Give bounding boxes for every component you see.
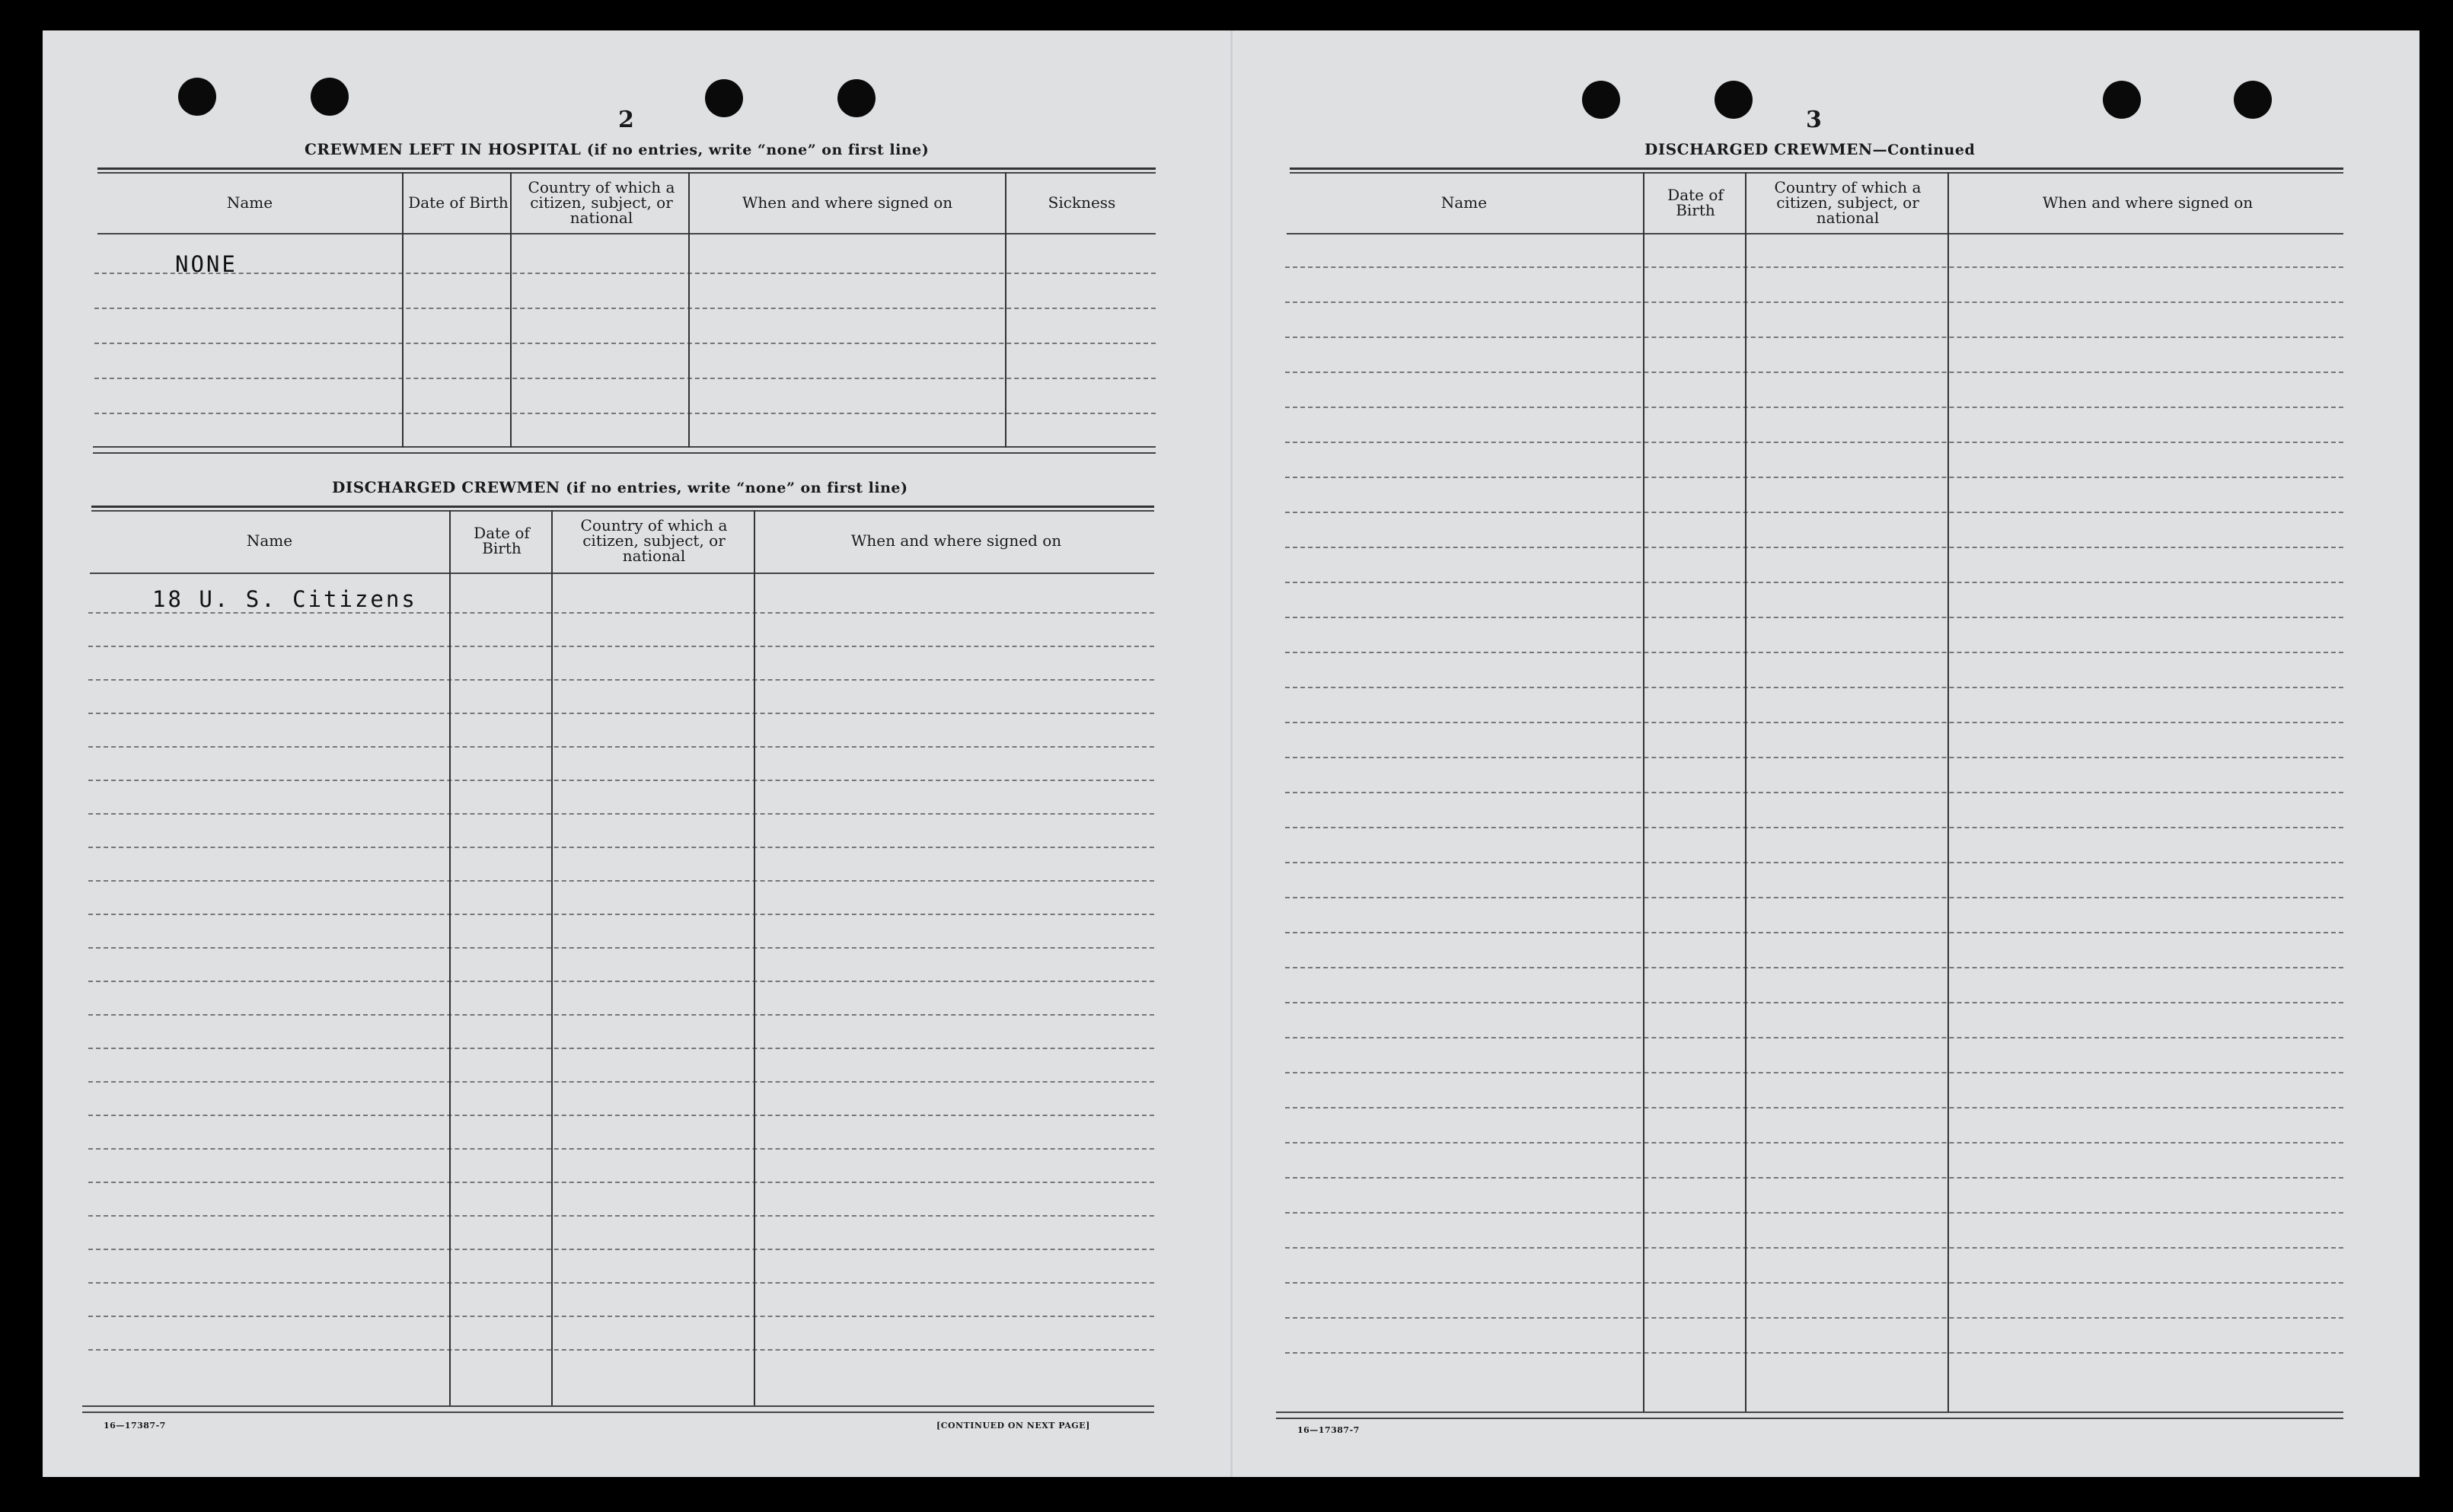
form-number: 16—17387-7 — [104, 1421, 166, 1431]
hospital-bottom-rule — [93, 446, 1156, 448]
hospital-top-rule — [97, 167, 1156, 170]
punch-hole — [837, 79, 876, 117]
hospital-title-text: CREWMEN LEFT IN HOSPITAL — [305, 140, 582, 158]
page-number: 3 — [1806, 107, 1822, 133]
right-col-dob: Date of Birth — [1667, 186, 1724, 219]
right-header-rule — [1287, 233, 2343, 234]
hospital-col-divider — [510, 172, 512, 448]
discharged-title-text: DISCHARGED CREWMEN — [332, 478, 560, 496]
page-fold — [1230, 30, 1233, 1477]
hospital-col-name: Name — [226, 193, 273, 212]
hospital-bottom-rule — [93, 452, 1156, 454]
hospital-col-country: Country of which a citizen, subject, or national — [528, 178, 675, 227]
discharged-col-dob: Date of Birth — [474, 524, 530, 557]
right-col-divider — [1947, 172, 1949, 1412]
right-bottom-rule — [1276, 1412, 2343, 1413]
hospital-section-title — [305, 140, 929, 158]
right-bottom-rule — [1276, 1418, 2343, 1419]
right-col-name: Name — [1440, 193, 1488, 212]
right-col-divider — [1745, 172, 1746, 1412]
right-col-divider — [1643, 172, 1644, 1412]
discharged-entry: 18 U. S. Citizens — [152, 586, 417, 612]
discharged-col-signed: When and where signed on — [850, 531, 1062, 550]
punch-hole — [178, 78, 216, 116]
discharged-col-country: Country of which a citizen, subject, or national — [580, 516, 728, 565]
hospital-col-divider — [402, 172, 404, 448]
right-col-country: Country of which a citizen, subject, or national — [1774, 178, 1922, 227]
page-number: 2 — [618, 107, 634, 133]
punch-hole — [1582, 81, 1620, 119]
hospital-col-dob: Date of Birth — [408, 193, 509, 212]
punch-hole — [311, 78, 349, 116]
discharged-col-divider — [754, 510, 755, 1405]
discharged-col-divider — [551, 510, 553, 1405]
right-col-signed: When and where signed on — [2042, 193, 2254, 212]
discharged-top-rule — [91, 506, 1154, 508]
discharged-col-name: Name — [246, 531, 293, 550]
discharged-bottom-rule — [82, 1412, 1154, 1413]
discharged-continued-title-text: DISCHARGED CREWMEN — [1644, 140, 1873, 158]
discharged-title-note: (if no entries, write “none” on first line) — [566, 480, 908, 496]
form-number: 16—17387-7 — [1297, 1425, 1360, 1435]
right-top-rule — [1290, 172, 2343, 174]
punch-hole — [2103, 81, 2141, 119]
punch-hole — [705, 79, 743, 117]
discharged-col-divider — [449, 510, 451, 1405]
punch-hole — [2234, 81, 2272, 119]
discharged-header-rule — [90, 573, 1154, 574]
discharged-continued-title — [1644, 140, 1975, 158]
hospital-col-divider — [1005, 172, 1006, 448]
discharged-continued-suffix: —Continued — [1872, 142, 1976, 158]
hospital-col-sickness: Sickness — [1048, 193, 1116, 212]
punch-hole — [1715, 81, 1753, 119]
hospital-title-note: (if no entries, write “none” on first line) — [586, 142, 930, 158]
hospital-col-signed: When and where signed on — [742, 193, 953, 212]
hospital-col-divider — [688, 172, 690, 448]
discharged-bottom-rule — [82, 1405, 1154, 1407]
hospital-entry: NONE — [175, 251, 238, 277]
hospital-header-rule — [97, 233, 1156, 234]
discharged-section-title — [332, 478, 908, 496]
continued-note: [CONTINUED ON NEXT PAGE] — [936, 1421, 1090, 1431]
right-top-rule — [1290, 167, 2343, 170]
hospital-top-rule — [97, 172, 1156, 174]
